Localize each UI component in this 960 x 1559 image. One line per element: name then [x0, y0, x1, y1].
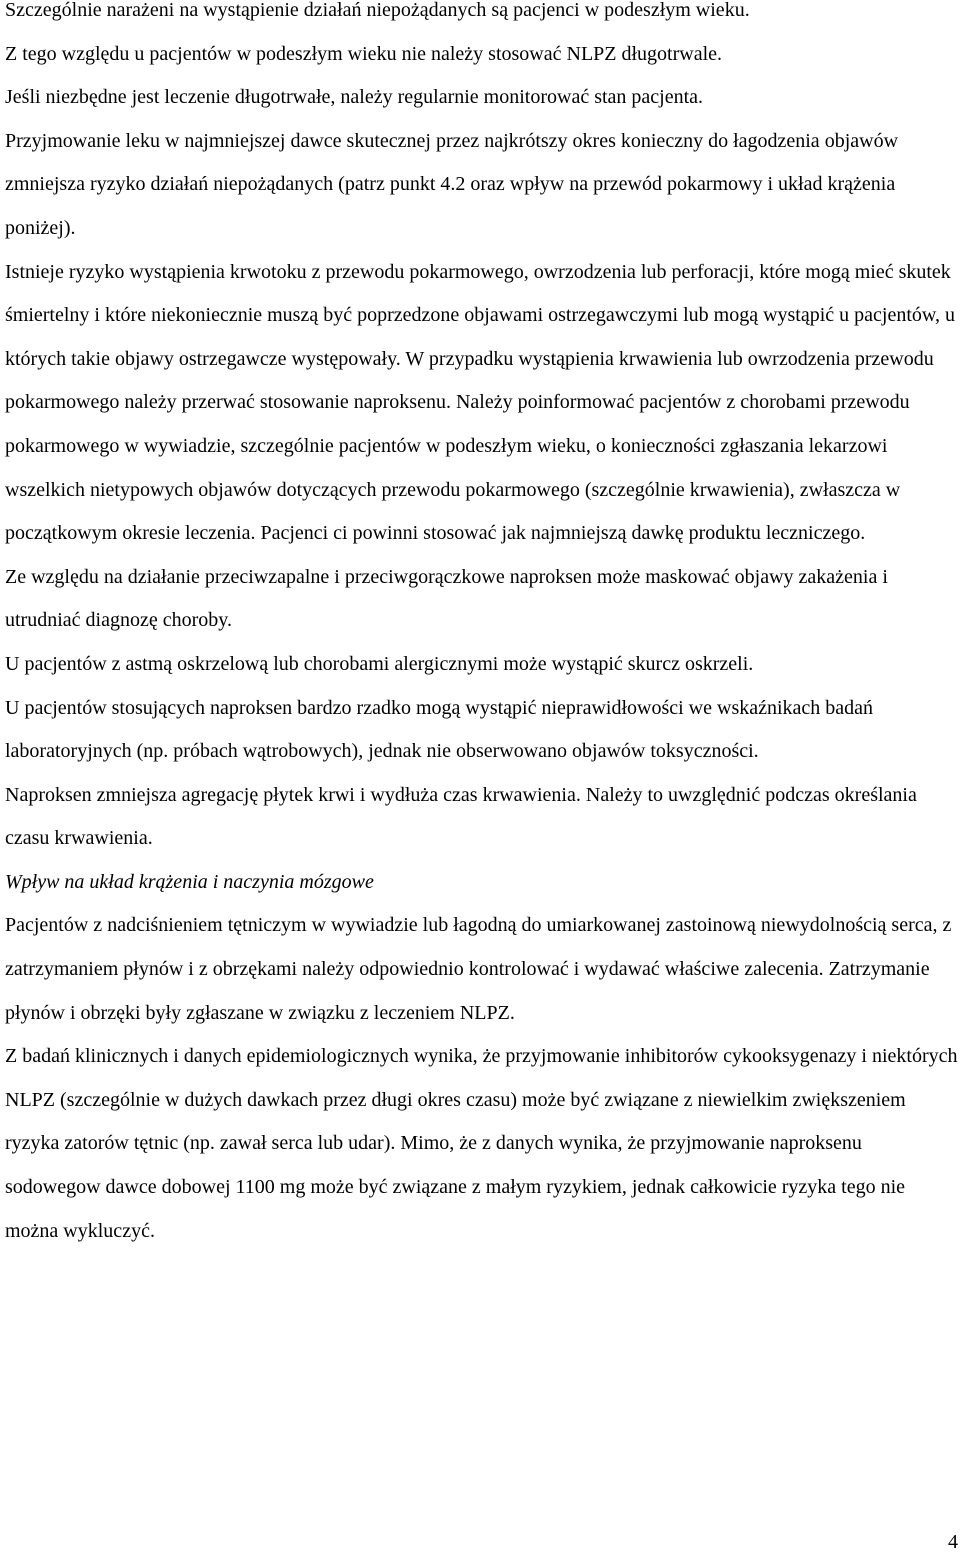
- paragraph-hypertension: Pacjentów z nadciśnieniem tętniczym w wywiadzie lub łagodną do umiarkowanej zastoinową niewydolnością serca, z zatrzymaniem płynów i z obrzękami należy odpowiednio kontrolować i wydawać właściwe zalecenia. Zatrzymanie płynów i obrzęki były zgłaszane w związku z leczeniem NLPZ.: [5, 914, 952, 1024]
- paragraph-monitoring: Jeśli niezbędne jest leczenie długotrwałe, należy regularnie monitorować stan pacjenta.: [5, 86, 704, 109]
- paragraph-elderly-risk: Szczególnie narażeni na wystąpienie działań niepożądanych są pacjenci w podeszłym wieku.: [5, 0, 750, 21]
- paragraph-lab-tests: U pacjentów stosujących naproksen bardzo rzadko mogą wystąpić nieprawidłowości we wskaźnikach badań laboratoryjnych (np. próbach wątrobowych), jednak nie obserwowano objawów toksyczności.: [5, 696, 874, 763]
- paragraph-platelet-aggregation: Naproksen zmniejsza agregację płytek krwi i wydłuża czas krwawienia. Należy to uwzględnić podczas określania czasu krwawienia.: [5, 783, 917, 850]
- paragraph-thrombotic-risk: Z badań klinicznych i danych epidemiologicznych wynika, że przyjmowanie inhibitorów cykooksygenazy i niektórych NLPZ (szczególnie w dużych dawkach przez długi okres czasu) może być związane z niewielkim zwiększeniem ryzyka zatorów tętnic (np. zawał serca lub udar). Mimo, że z danych wynika, że przyjmowanie naproksenu sodowegow dawce dobowej 1100 mg może być związane z małym ryzykiem, jednak całkowicie ryzyka tego nie można wykluczyć.: [5, 1045, 958, 1242]
- section-heading-cardiovascular: Wpływ na układ krążenia i naczynia mózgowe: [5, 870, 374, 893]
- paragraph-elderly-nlpz: Z tego względu u pacjentów w podeszłym wieku nie należy stosować NLPZ długotrwale.: [5, 42, 723, 65]
- document-page: [5, 0, 960, 1253]
- page-number: 4: [948, 1531, 958, 1553]
- paragraph-gi-bleeding: Istnieje ryzyko wystąpienia krwotoku z przewodu pokarmowego, owrzodzenia lub perforacji, które mogą mieć skutek śmiertelny i które niekoniecznie muszą być poprzedzone objawami ostrzegawczymi lub mogą wystąpić u pacjentów, u których takie objawy ostrzegawcze występowały. W przypadku wystąpienia krwawienia lub owrzodzenia przewodu pokarmowego należy przerwać stosowanie naproksenu. Należy poinformować pacjentów z chorobami przewodu pokarmowego w wywiadzie, szczególnie pacjentów w podeszłym wieku, o konieczności zgłaszania lekarzowi wszelkich nietypowych objawów dotyczących przewodu pokarmowego (szczególnie krwawienia), zwłaszcza w początkowym okresie leczenia. Pacjenci ci powinni stosować jak najmniejszą dawkę produktu leczniczego.: [5, 260, 956, 545]
- paragraph-lowest-dose: Przyjmowanie leku w najmniejszej dawce skutecznej przez najkrótszy okres konieczny do łagodzenia objawów zmniejsza ryzyko działań niepożądanych (patrz punkt 4.2 oraz wpływ na przewód pokarmowy i układ krążenia poniżej).: [5, 129, 899, 239]
- paragraph-bronchospasm: U pacjentów z astmą oskrzelową lub chorobami alergicznymi może wystąpić skurcz oskrzeli.: [5, 652, 754, 675]
- paragraph-infection-masking: Ze względu na działanie przeciwzapalne i przeciwgorączkowe naproksen może maskować objawy zakażenia i utrudniać diagnozę choroby.: [5, 565, 888, 632]
